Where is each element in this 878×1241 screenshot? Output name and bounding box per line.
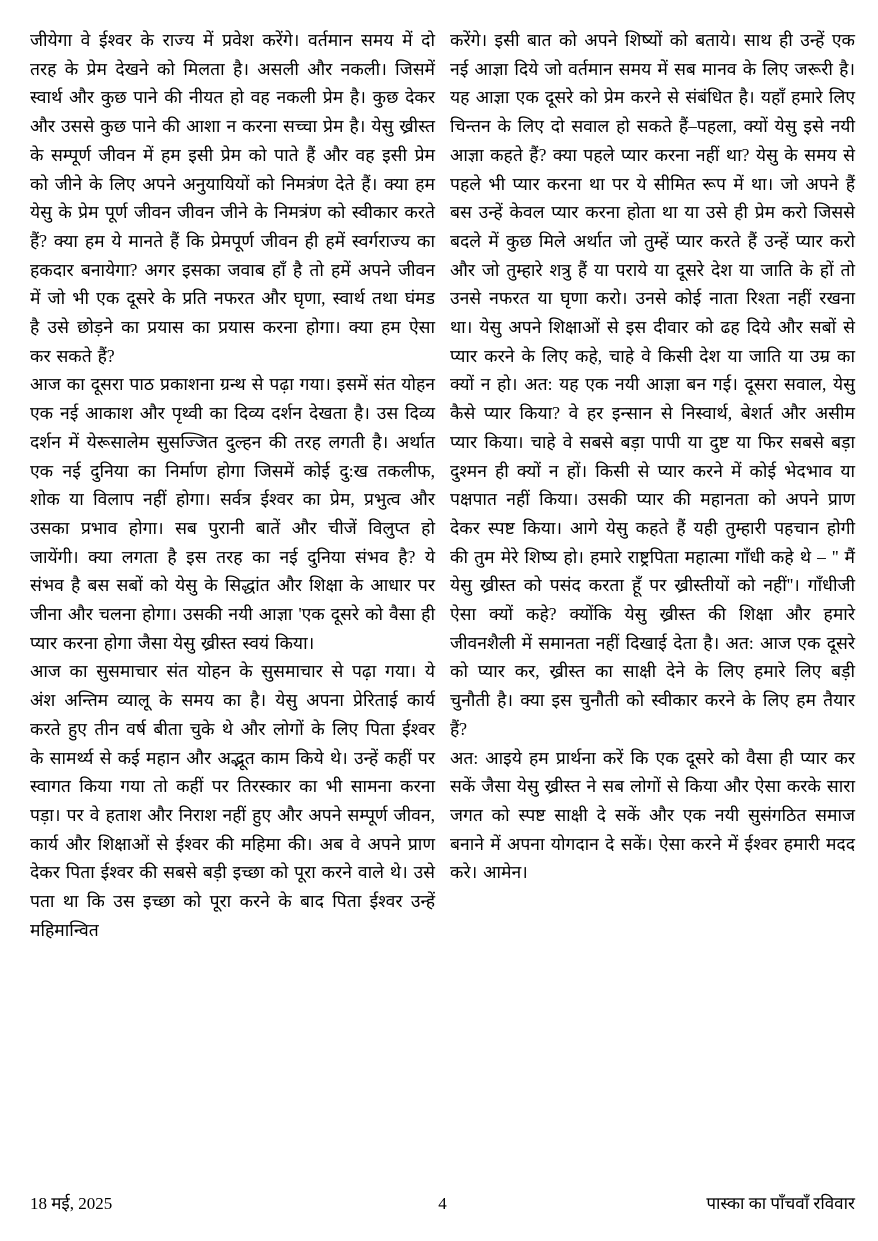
right-column	[450, 26, 855, 945]
paragraph: आज का सुसमाचार संत योहन के सुसमाचार से पढ़ा गया। ये अंश अन्तिम व्यालू के समय का है। येसु अपना प्रेरिताई कार्य करते हुए तीन वर्ष बीता चुके थे और लोगों के लिए पिता ईश्वर के सामर्थ्य से कई महान और अद्भूत काम किये थे। उन्हें कहीं पर स्वागत किया गया तो कहीं पर तिरस्कार का भी सामना करना पड़ा। पर वे हताश और निराश नहीं हुए और अपने सम्पूर्ण जीवन, कार्य और शिक्षाओं से ईश्वर की महिमा की। अब वे अपने प्राण देकर पिता ईश्वर की सबसे बड़ी इच्छा को पूरा करने वाले थे। उसे पता था कि उस इच्छा को पूरा करने के बाद पिता ईश्वर उन्हें महिमान्वित	[30, 661, 435, 940]
footer-title: पास्का का पाँचवाँ रविवार	[706, 1194, 855, 1213]
footer-date: 18 मई, 2025	[30, 1194, 113, 1213]
left-column	[30, 26, 435, 945]
paragraph: जीयेगा वे ईश्वर के राज्य में प्रवेश करेंगे। वर्तमान समय में दो तरह के प्रेम देखने को मिलता है। असली और नकली। जिसमें स्वार्थ और कुछ पाने की नीयत हो वह नकली प्रेम है। कुछ देकर और उससे कुछ पाने की आशा न करना सच्चा प्रेम है। येसु ख्रीस्त के सम्पूर्ण जीवन में हम इसी प्रेम को पाते हैं और वह इसी प्रेम को जीने के लिए अपने अनुयायियों को निमत्रंण देते हैं। क्या हम येसु के प्रेम पूर्ण जीवन जीवन जीने के निमत्रंण को स्वीकार करते हैं? क्या हम ये मानते हैं कि प्रेमपूर्ण जीवन ही हमें स्वर्गराज्य का हकदार बनायेगा? अगर इसका जवाब हाँ है तो हमें अपने जीवन में जो भी एक दूसरे के प्रति नफरत और घृणा, स्वार्थ तथा घंमड है उसे छोड़ने का प्रयास का प्रयास करना होगा। क्या हम ऐसा कर सकते हैं?	[30, 30, 435, 366]
paragraph: करेंगे। इसी बात को अपने शिष्यों को बताये। साथ ही उन्हें एक नई आज्ञा दिये जो वर्तमान समय में सब मानव के लिए जरूरी है। यह आज्ञा एक दूसरे को प्रेम करने से संबंधित है। यहाँ हमारे लिए चिन्तन के लिए दो सवाल हो सकते हैं–पहला, क्यों येसु इसे नयी आज्ञा कहते हैं? क्या पहले प्यार करना नहीं था? येसु के समय से पहले भी प्यार करना था पर ये सीमित रूप में था। जो अपने हैं बस उन्हें केवल प्यार करना होता था या उसे ही प्रेम करो जिससे बदले में कुछ मिले अर्थात जो तुम्हें प्यार करते हैं उन्हें प्यार करो और जो तुम्हारे शत्रु हैं या पराये या दूसरे देश या जाति के हों तो उनसे नफरत या घृणा करो। उनसे कोई नाता रिश्ता नहीं रखना था। येसु अपने शिक्षाओं से इस दीवार को ढह दिये और सबों से प्यार करने के लिए कहे, चाहे वे किसी देश या जाति या उम्र का क्यों न हो। अत: यह एक नयी आज्ञा बन गई। दूसरा सवाल, येसु कैसे प्यार किया? वे हर इन्सान से निस्वार्थ, बेशर्त और असीम प्यार किया। चाहे वे सबसे बड़ा पापी या दुष्ट या फिर सबसे बड़ा दुश्मन ही क्यों न हों। किसी से प्यार करने में कोई भेदभाव या पक्षपात नहीं किया। उसकी प्यार की महानता को अपने प्राण देकर स्पष्ट किया। आगे येसु कहते हैं यही तुम्हारी पहचान होगी की तुम मेरे शिष्य हो। हमारे राष्ट्रपिता महात्मा गाँधी कहे थे – '' मैं येसु ख्रीस्त को पसंद करता हूँ पर ख्रीस्तीयों को नहीं''। गाँधीजी ऐसा क्यों कहे? क्योंकि येसु ख्रीस्त की शिक्षा और हमारे जीवनशैली में समानता नहीं दिखाई देता है। अत: आज एक दूसरे को प्यार कर, ख्रीस्त का साक्षी देने के लिए हमारे लिए बड़ी चुनौती है। क्या इस चुनौती को स्वीकार करने के लिए हम तैयार हैं?	[450, 30, 855, 739]
page-footer	[30, 1191, 855, 1217]
text-columns	[30, 26, 855, 945]
paragraph: अत: आइये हम प्रार्थना करें कि एक दूसरे को वैसा ही प्यार कर सकें जैसा येसु ख्रीस्त ने सब लोगों से किया और ऐसा करके सारा जगत को स्पष्ट साक्षी दे सकें और एक नयी सुसंगठित समाज बनाने में अपना योगदान दे सकें। ऐसा करने में ईश्वर हमारी मदद करे। आमेन।	[450, 747, 855, 883]
paragraph: आज का दूसरा पाठ प्रकाशना ग्रन्थ से पढ़ा गया। इसमें संत योहन एक नई आकाश और पृथ्वी का दिव्य दर्शन देखता है। उस दिव्य दर्शन में येरूसालेम सुसज्जित दुल्हन की तरह लगती है। अर्थात एक नई दुनिया का निर्माण होगा जिसमें कोई दु:ख तकलीफ, शोक या विलाप नहीं होगा। सर्वत्र ईश्वर का प्रेम, प्रभुत्व और उसका प्रभाव होगा। सब पुरानी बातें और चीजें विलुप्त हो जायेंगी। क्या लगता है इस तरह का नई दुनिया संभव है? ये संभव है बस सबों को येसु के सिद्धांत और शिक्षा के आधार पर जीना और चलना होगा। उसकी नयी आज्ञा 'एक दूसरे को वैसा ही प्यार करना होगा जैसा येसु ख्रीस्त स्वयं किया।	[30, 374, 435, 653]
footer-page-number: 4	[438, 1194, 447, 1213]
